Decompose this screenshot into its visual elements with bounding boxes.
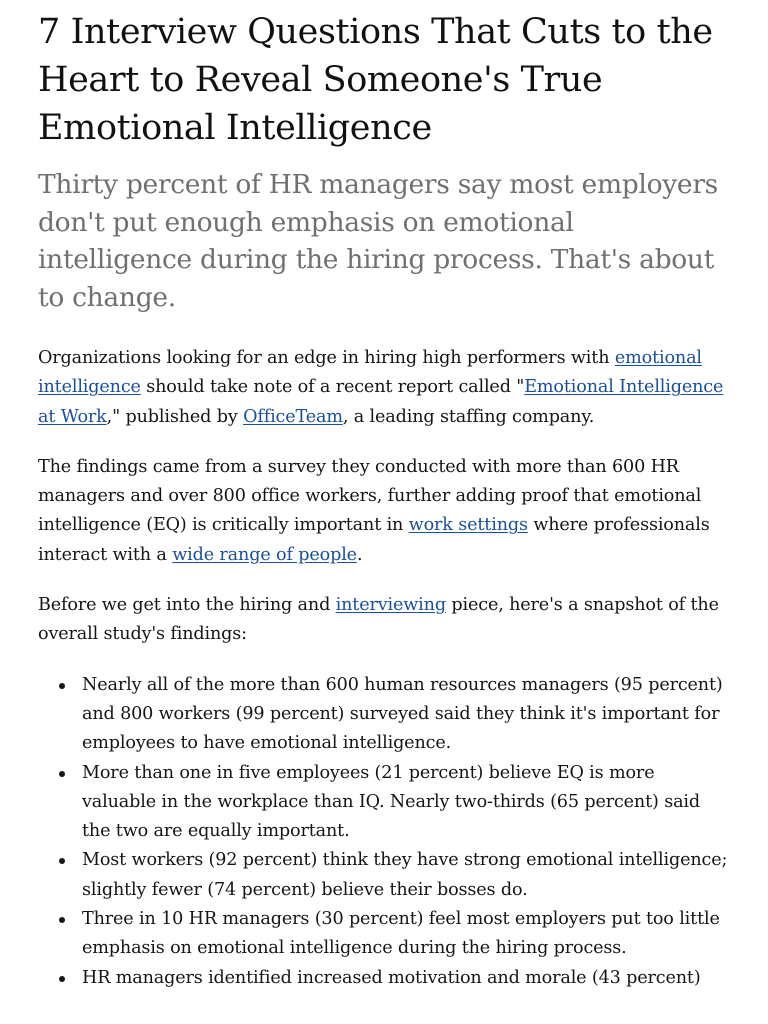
bullet-icon	[59, 683, 65, 689]
paragraph-text: , a leading staffing company.	[342, 406, 595, 427]
link-officeteam[interactable]: OfficeTeam	[243, 406, 343, 427]
paragraph-text: piece, here's a snapshot of the overall study's findings:	[38, 595, 719, 645]
list-item	[82, 964, 730, 993]
paragraph-intro	[38, 344, 730, 432]
findings-list	[38, 671, 730, 993]
link-emotional-intelligence[interactable]: emotional intelligence	[38, 348, 702, 398]
list-item-text: Nearly all of the more than 600 human resources managers (95 percent) and 800 workers (99 percent) surveyed said they think it's important for employees to have emotional intelligence.	[82, 674, 723, 754]
paragraph-text: ," published by	[106, 406, 244, 427]
bullet-icon	[59, 858, 65, 864]
paragraph-text: Organizations looking for an edge in hiring high performers with	[38, 348, 615, 368]
list-item-text: Three in 10 HR managers (30 percent) feel most employers put too little emphasis on emotional intelligence during the hiring process.	[82, 909, 720, 959]
list-item	[82, 759, 730, 847]
bullet-icon	[59, 976, 65, 982]
paragraph-findings	[38, 453, 730, 570]
paragraph-snapshot	[38, 591, 730, 650]
link-emotional-intelligence-at-work[interactable]: Emotional Intelligence at Work	[38, 377, 724, 427]
bullet-icon	[59, 917, 65, 923]
article-headline: 7 Interview Questions That Cuts to the Heart to Reveal Someone's True Emotional Intelligence	[38, 12, 713, 148]
paragraph-text: Before we get into the hiring and	[38, 595, 336, 616]
link-wide-range-of-people[interactable]: wide range of people	[172, 544, 357, 565]
list-item-text: More than one in five employees (21 percent) believe EQ is more valuable in the workplace than IQ. Nearly two-thirds (65 percent) said the two are equally important.	[82, 762, 700, 842]
link-work-settings[interactable]: work settings	[408, 515, 528, 536]
paragraph-text: where professionals interact with a	[38, 515, 710, 565]
list-item	[82, 671, 730, 759]
list-item-text: HR managers identified increased motivation and morale (43 percent)	[82, 967, 701, 988]
paragraph-text: The findings came from a survey they conducted with more than 600 HR managers and over 800 office workers, further adding proof that emotional intelligence (EQ) is critically important in	[38, 456, 702, 536]
bullet-icon	[59, 771, 65, 777]
paragraph-text: .	[356, 544, 363, 565]
article-dek: Thirty percent of HR managers say most employers don't put enough emphasis on emotional intelligence during the hiring process. That's about to change.	[38, 169, 718, 313]
list-item	[82, 846, 730, 905]
link-interviewing[interactable]: interviewing	[335, 595, 446, 616]
paragraph-text: should take note of a recent report called "	[140, 377, 525, 398]
list-item	[82, 905, 730, 964]
list-item-text: Most workers (92 percent) think they have strong emotional intelligence; slightly fewer (74 percent) believe their bosses do.	[82, 850, 728, 900]
